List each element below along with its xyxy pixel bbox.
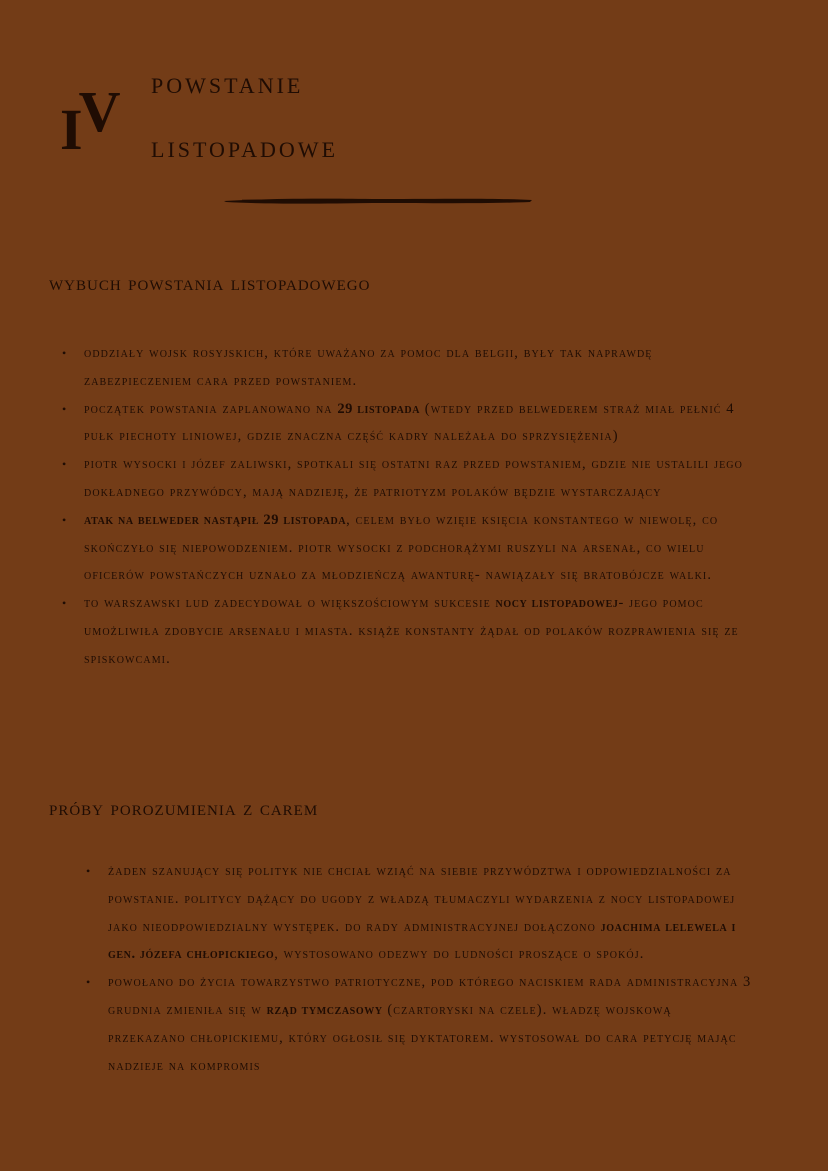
bullet-icon: • — [86, 864, 92, 878]
list-item: • to warszawski lud zadecydował o większościowym sukcesie nocy listopadowej- jego pomoc umożliwiła zdobycie arsenału i miasta. książe konstanty żądał od polaków rozprawienia się ze spiskowcami. — [62, 590, 752, 673]
list-item: • atak na belweder nastąpił 29 listopada, celem było wzięie księcia konstantego w niewolę, co skończyło się niepowodzeniem. piotr wysocki z podchorążymi ruszyli na arsenał, co wielu oficerów powstańczych uznało za młodzieńczą awanturę- nawiązały się bratobójcze walki. — [62, 507, 752, 590]
emphasis: nocy listopadowej — [495, 595, 619, 612]
bullet-icon: • — [62, 346, 68, 360]
chapter-title-line1: powstanie — [151, 64, 304, 100]
section-a-list — [62, 340, 752, 674]
brush-divider — [222, 196, 534, 206]
chapter-number — [60, 79, 117, 162]
list-item: • oddziały wojsk rosyjskich, które uważano za pomoc dla belgii, były tak naprawdę zabezpieczeniem cara przed powstaniem. — [62, 340, 752, 396]
chapter-title-line2: listopadowe — [151, 128, 339, 164]
bullet-icon: • — [62, 512, 68, 527]
chapter-number-part2: V — [78, 79, 117, 144]
section-heading-wybuch: wybuch powstania listopadowego — [49, 270, 371, 295]
bullet-icon: • — [62, 596, 68, 611]
section-heading-proby: próby porozumienia z carem — [49, 795, 319, 820]
list-item: • powołano do życia towarzystwo patriotyczne, pod którego naciskiem rada administracyjna 3 grudnia zmieniła się w rząd tymczasowy (czartoryski na czele). władzę wojskową przekazano chłopickiemu, który ogłosił się dyktatorem. wystosował do cara petycję mając nadzieje na kompromis — [86, 969, 752, 1080]
bullet-icon: • — [86, 975, 92, 990]
emphasis: atak na belweder nastąpił 29 listopada — [84, 511, 347, 528]
section-b-list — [86, 858, 752, 1080]
emphasis: joachima lelewela i gen. józefa chłopickiego — [108, 918, 737, 963]
emphasis: rząd tymczasowy — [266, 1001, 383, 1018]
bullet-icon: • — [62, 401, 68, 416]
list-item: • żaden szanujący się polityk nie chciał wziąć na siebie przywództwa i odpowiedzialności za powstanie. politycy dążący do ugody z władzą tłumaczyli wydarzenia z nocy listopadowej jako nieodpowiedzialny występek. do rady administracyjnej dołączono joachima lelewela i gen. józefa chłopickiego, wystosowano odezwy do ludności proszące o spokój. — [86, 858, 752, 969]
emphasis: 29 listopada — [337, 400, 421, 417]
bullet-icon: • — [62, 457, 68, 472]
list-item: • piotr wysocki i józef zaliwski, spotkali się ostatni raz przed powstaniem, gdzie nie ustalili jego dokładnego przywódcy, mają nadzieję, że patriotyzm polaków będzie wystarczający — [62, 451, 752, 507]
chapter-number-part1: I — [60, 97, 79, 162]
list-item: • początek powstania zaplanowano na 29 listopada (wtedy przed belwederem straż miał pełnić 4 pułk piechoty liniowej, gdzie znaczna część kadry należała do sprzysiężenia) — [62, 396, 752, 452]
